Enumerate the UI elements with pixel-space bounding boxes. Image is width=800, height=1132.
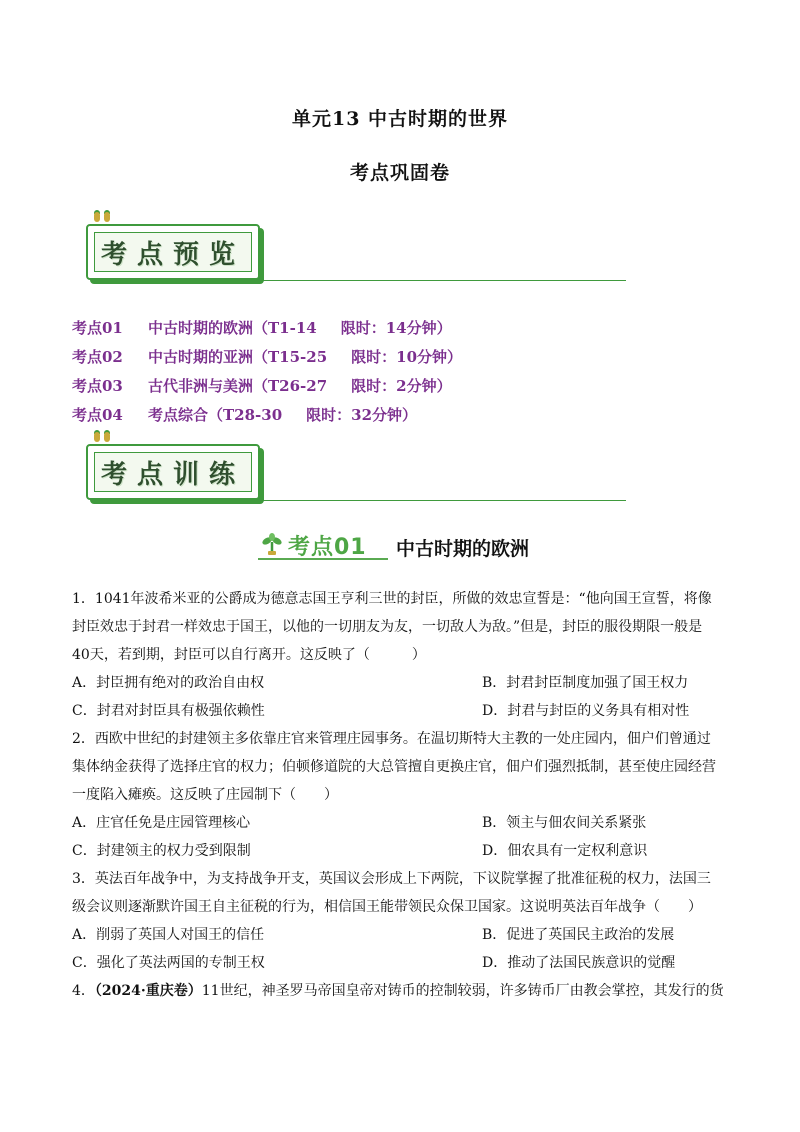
- question-text: 40天，若到期，封臣可以自行离开。这反映了（ ）: [72, 647, 426, 663]
- preview-name: 古代非洲与美洲（T26-27: [148, 377, 328, 395]
- preview-name: 中古时期的欧洲（T1-14: [148, 319, 317, 337]
- option-d[interactable]: D．推动了法国民族意识的觉醒: [482, 955, 676, 971]
- training-banner-label: 考点训练: [94, 452, 252, 492]
- option-d[interactable]: D．封君与封臣的义务具有相对性: [482, 703, 690, 719]
- preview-time: 限时：14分钟）: [340, 319, 452, 337]
- preview-banner-rule: [260, 280, 626, 281]
- section-badge: [258, 530, 388, 560]
- section-badge-code: 考点01: [288, 535, 367, 560]
- page-title: 单元13 中古时期的世界: [291, 108, 509, 130]
- question-text: 级会议则逐渐默许国王自主征税的行为，相信国王能带领民众保卫国家。这说明英法百年战争（ ）: [72, 899, 702, 915]
- question-list: [72, 585, 732, 1005]
- preview-time: 限时：32分钟）: [306, 406, 418, 424]
- plant-icon: [260, 532, 284, 556]
- training-banner-rule: [260, 500, 626, 501]
- question-text: 封臣效忠于封君一样效忠于国王，以他的一切朋友为友，一切敌人为敌。”但是，封臣的服役期限一般是: [72, 619, 703, 635]
- option-a[interactable]: A．封臣拥有绝对的政治自由权: [72, 675, 265, 691]
- section-heading: [258, 526, 558, 564]
- option-d[interactable]: D．佃农具有一定权利意识: [482, 843, 648, 859]
- preview-banner: [86, 210, 626, 300]
- option-c[interactable]: C．封君对封臣具有极强依赖性: [72, 703, 265, 719]
- preview-name: 考点综合（T28-30: [148, 406, 283, 424]
- question-text: 集体纳金获得了选择庄官的权力；伯顿修道院的大总管擅自更换庄官，佃户们强烈抵制，甚至使庄园经营: [72, 759, 716, 775]
- question-text: 一度陷入瘫痪。这反映了庄园制下（ ）: [72, 787, 338, 803]
- preview-time: 限时：10分钟）: [351, 348, 463, 366]
- section-title: 中古时期的欧洲: [396, 538, 530, 560]
- option-b[interactable]: B．领主与佃农间关系紧张: [482, 815, 647, 831]
- option-c[interactable]: C．强化了英法两国的专制王权: [72, 955, 265, 971]
- option-c[interactable]: C．封建领主的权力受到限制: [72, 843, 251, 859]
- question-number: 4．: [72, 983, 95, 999]
- training-banner: [86, 430, 626, 520]
- preview-list: [72, 314, 732, 430]
- preview-code: 考点01: [72, 319, 123, 337]
- question-source: （2024·重庆卷）: [94, 983, 202, 999]
- preview-code: 考点04: [72, 406, 123, 424]
- question-3: [72, 865, 732, 977]
- question-4: [72, 977, 732, 1005]
- preview-item: [72, 314, 732, 343]
- option-b[interactable]: B．促进了英国民主政治的发展: [482, 927, 675, 943]
- preview-code: 考点03: [72, 377, 123, 395]
- page-subtitle: 考点巩固卷: [349, 162, 450, 184]
- preview-time: 限时：2分钟）: [351, 377, 452, 395]
- preview-banner-box: [86, 224, 260, 280]
- preview-item: [72, 372, 732, 401]
- question-text: 2．西欧中世纪的封建领主多依靠庄官来管理庄园事务。在温切斯特大主教的一处庄园内，佃户们曾通过: [72, 731, 711, 747]
- question-text: 1．1041年波希米亚的公爵成为德意志国王亨利三世的封臣，所做的效忠宣誓是：“他向国王宣誓，将像: [72, 591, 712, 607]
- option-b[interactable]: B．封君封臣制度加强了国王权力: [482, 675, 689, 691]
- option-a[interactable]: A．庄官任免是庄园管理核心: [72, 815, 251, 831]
- preview-code: 考点02: [72, 348, 123, 366]
- question-1: [72, 585, 732, 725]
- question-2: [72, 725, 732, 865]
- question-text: 11世纪，神圣罗马帝国皇帝对铸币的控制较弱，许多铸币厂由教会掌控，其发行的货: [201, 983, 724, 999]
- question-text: 3．英法百年战争中，为支持战争开支，英国议会形成上下两院，下议院掌握了批准征税的权力，法国三: [72, 871, 711, 887]
- preview-banner-label: 考点预览: [94, 232, 252, 272]
- option-a[interactable]: A．削弱了英国人对国王的信任: [72, 927, 265, 943]
- preview-item: [72, 401, 732, 430]
- training-banner-box: [86, 444, 260, 500]
- preview-name: 中古时期的亚洲（T15-25: [148, 348, 328, 366]
- preview-item: [72, 343, 732, 372]
